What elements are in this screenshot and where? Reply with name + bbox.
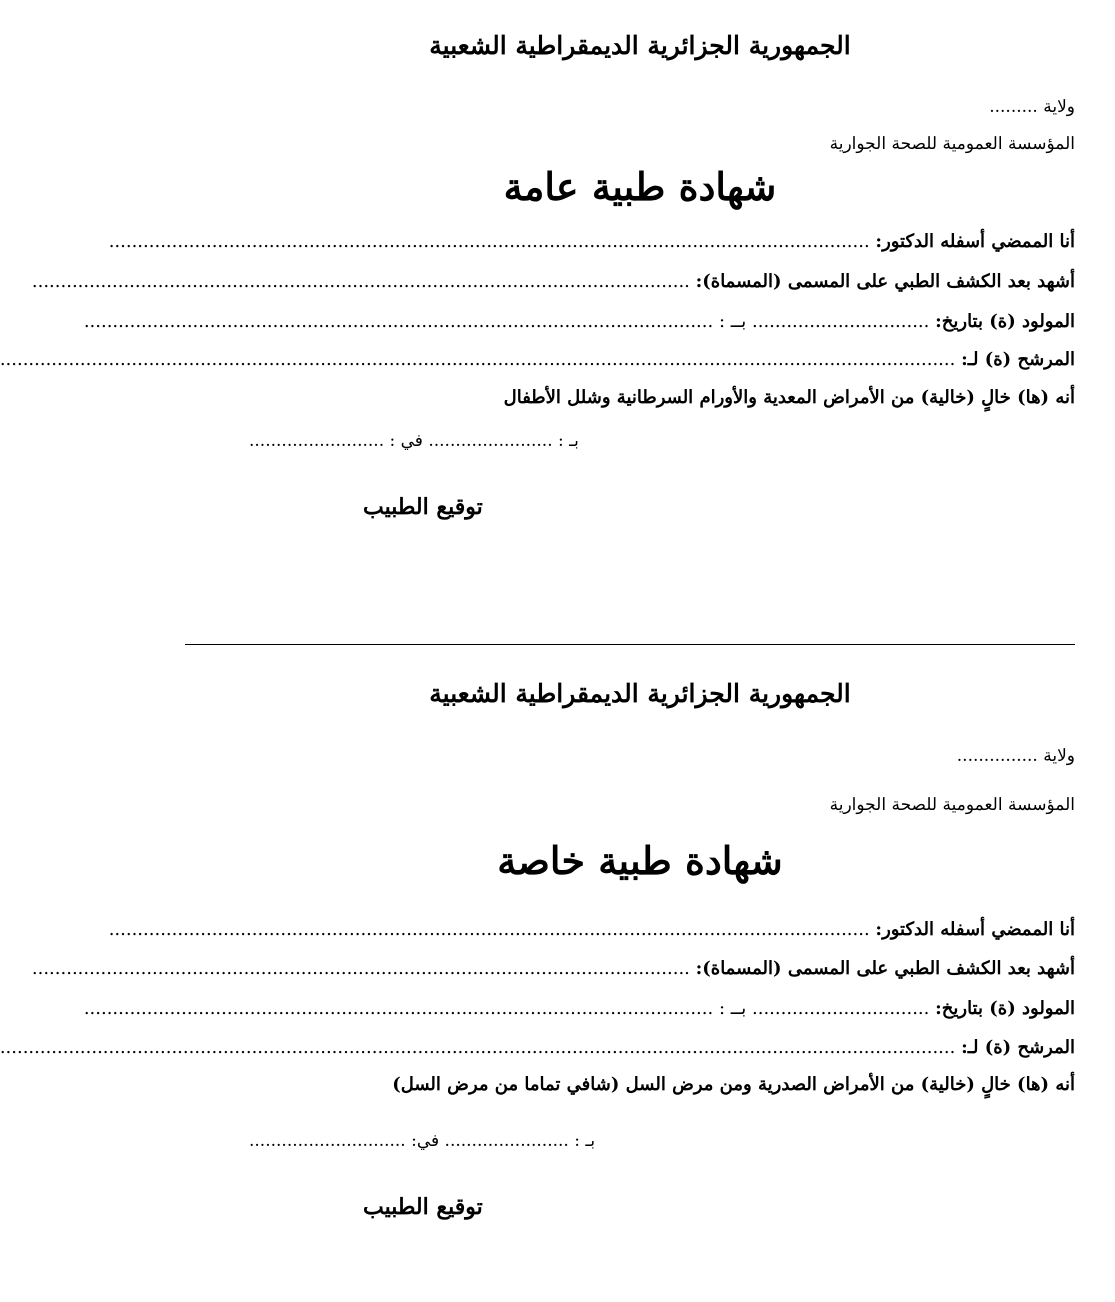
- doctor-field: [108, 919, 1075, 940]
- doctor-label: أنا الممضي أسفله الدكتور:: [875, 919, 1075, 940]
- birth-date-blank: ............................... بــ :: [713, 311, 936, 332]
- examined-label: أشهد بعد الكشف الطبي على المسمى (المسماة):: [695, 271, 1075, 292]
- candidate-label: المرشح (ة) لـ:: [961, 1037, 1075, 1058]
- doctor-blank: .....................................................................................................................................: [108, 919, 876, 940]
- institution-line: المؤسسة العمومية للصحة الجوارية: [829, 134, 1075, 154]
- statement-line: [255, 389, 1075, 407]
- candidate-label: المرشح (ة) لـ:: [961, 349, 1075, 370]
- doctor-signature-label: توقيع الطبيب: [363, 494, 483, 520]
- birth-label: المولود (ة) بتاريخ:: [935, 311, 1075, 332]
- candidate-blank: .......................................................................................................................................................................: [0, 349, 962, 370]
- birth-label: المولود (ة) بتاريخ:: [935, 998, 1075, 1019]
- certificate-title: شهادة طبية عامة: [503, 164, 777, 209]
- institution-line: المؤسسة العمومية للصحة الجوارية: [829, 795, 1075, 815]
- doctor-label: أنا الممضي أسفله الدكتور:: [875, 231, 1075, 252]
- examined-blank: ...................................................................................................................: [31, 271, 696, 292]
- certificate-title: شهادة طبية خاصة: [497, 838, 783, 883]
- candidate-blank: .......................................................................................................................................................................: [0, 1037, 962, 1058]
- wilaya-line: ولاية ...............: [956, 746, 1075, 766]
- republic-heading: الجمهورية الجزائرية الديمقراطية الشعبية: [429, 679, 851, 708]
- doctor-blank: .....................................................................................................................................: [108, 231, 876, 252]
- doctor-field: [108, 231, 1075, 252]
- birth-field: [83, 311, 1075, 332]
- examined-field: [31, 958, 1075, 979]
- birth-field: [83, 998, 1075, 1019]
- statement-line: [255, 1076, 1075, 1094]
- candidate-field: [0, 1037, 1075, 1058]
- birth-date-blank: ............................... بــ :: [713, 998, 936, 1019]
- wilaya-line: ولاية .........: [989, 97, 1075, 117]
- examined-blank: ...................................................................................................................: [31, 958, 696, 979]
- separator-line: [185, 644, 1075, 645]
- candidate-field: [0, 349, 1075, 370]
- examined-label: أشهد بعد الكشف الطبي على المسمى (المسماة):: [695, 958, 1075, 979]
- date-place-line: بـ : ....................... في: .............................: [249, 1131, 596, 1151]
- statement-text: أنه (ها) خالٍ (خالية) من الأمراض الصدرية ومن مرض السل (شافي تماما من مرض السل): [392, 1074, 1075, 1095]
- republic-heading: الجمهورية الجزائرية الديمقراطية الشعبية: [429, 31, 851, 60]
- examined-field: [31, 271, 1075, 292]
- birth-place-blank: ..............................................................................................................: [83, 998, 714, 1019]
- date-place-line: بـ : ....................... في : .........................: [249, 431, 579, 451]
- birth-place-blank: ..............................................................................................................: [83, 311, 714, 332]
- doctor-signature-label: توقيع الطبيب: [363, 1194, 483, 1220]
- statement-text: أنه (ها) خالٍ (خالية) من الأمراض المعدية والأورام السرطانية وشلل الأطفال: [503, 387, 1075, 408]
